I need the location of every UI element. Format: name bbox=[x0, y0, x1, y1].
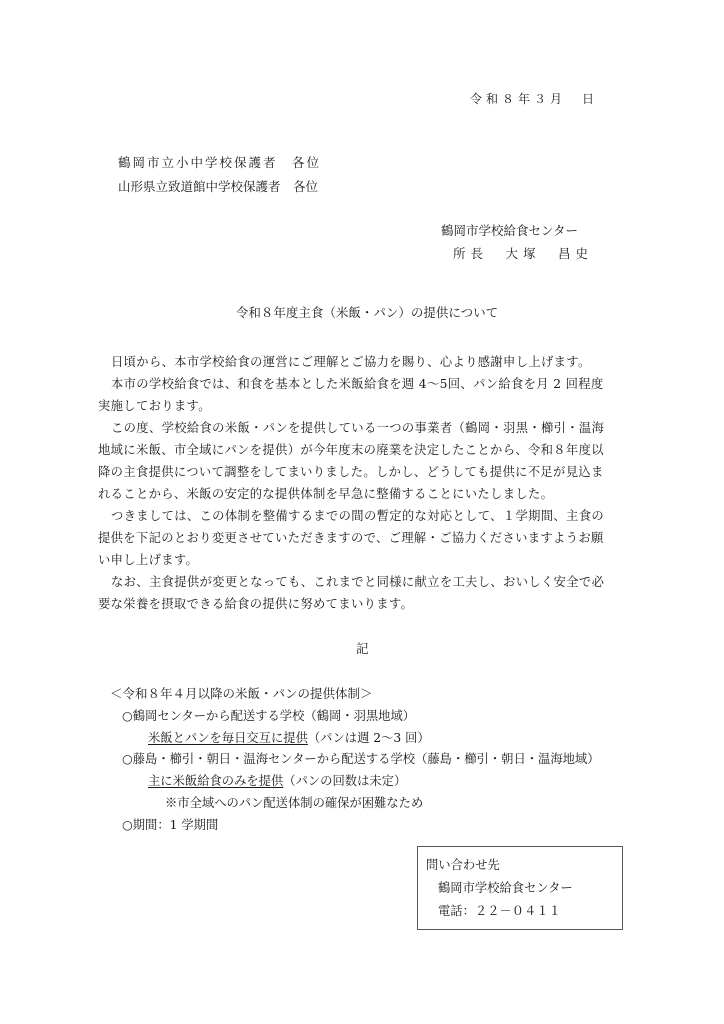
contact-phone: 電話：２２－０４１１ bbox=[438, 904, 561, 918]
body-line: 要な栄養を摂取できる給食の提供に努めてまいります。 bbox=[98, 597, 414, 611]
sender-name: 所長 大塚 昌史 bbox=[453, 246, 594, 261]
recipient-line: 山形県立致道館中学校保護者 各位 bbox=[118, 179, 319, 194]
sender-organization: 鶴岡市学校給食センター bbox=[441, 223, 579, 238]
section-heading: ＜令和８年４月以降の米飯・パンの提供体制＞ bbox=[110, 686, 373, 701]
note-text: （パンは週 2～3 回） bbox=[307, 731, 430, 745]
underlined-text: 主に米飯給食のみを提供 bbox=[148, 774, 284, 788]
body-line: い申し上げます。 bbox=[98, 553, 199, 567]
list-item-detail bbox=[148, 728, 430, 746]
contact-box bbox=[417, 846, 623, 930]
body-line: れることから、米飯の安定的な提供体制を早急に整備することにいたしました。 bbox=[98, 487, 554, 501]
list-item: ○藤島・櫛引・朝日・温海センターから配送する学校（藤島・櫛引・朝日・温海地域） bbox=[122, 752, 600, 766]
body-line: 本市の学校給食では、和食を基本とした米飯給食を週 4～5回、パン給食を月 2 回程度 bbox=[111, 377, 604, 391]
period-item: ○期間：1 学期間 bbox=[122, 818, 219, 832]
document-date: 令和８年３月 日 bbox=[470, 92, 599, 106]
body-line: 日頃から、本市学校給食の運営にご理解とご協力を賜り、心より感謝申し上げます。 bbox=[111, 355, 591, 369]
body-line: この度、学校給食の米飯・パンを提供している一つの事業者（鶴岡・羽黒・櫛引・温海 bbox=[111, 421, 605, 435]
note-text: （パンの回数は未定） bbox=[283, 774, 407, 788]
body-line: 提供を下記のとおり変更させていただきますので、ご理解・ご協力くださいますようお願 bbox=[98, 531, 604, 545]
body-line: なお、主食提供が変更となっても、これまでと同様に献立を工夫し、おいしく安全で必 bbox=[111, 575, 605, 589]
list-item-detail bbox=[148, 771, 406, 789]
body-line: 実施しております。 bbox=[98, 399, 211, 413]
body-line: 地域に米飯、市全域にパンを提供）が今年度末の廃業を決定したことから、令和８年度以 bbox=[98, 443, 604, 457]
ki-heading: 記 bbox=[356, 641, 369, 656]
list-item: ○鶴岡センターから配送する学校（鶴岡・羽黒地域） bbox=[122, 709, 416, 723]
underlined-text: 米飯とパンを毎日交互に提供 bbox=[148, 731, 308, 745]
contact-heading: 問い合わせ先 bbox=[426, 858, 500, 872]
recipient-line: 鶴岡市立小中学校保護者 各位 bbox=[118, 155, 322, 170]
body-line: つきましては、この体制を整備するまでの間の暫定的な対応として、１学期間、主食の bbox=[111, 509, 604, 523]
contact-organization: 鶴岡市学校給食センター bbox=[438, 881, 573, 895]
reason-note: ※市全域へのパン配送体制の確保が困難なため bbox=[165, 796, 424, 810]
body-line: 降の主食提供について調整をしてまいりました。しかし、どうしても提供に不足が見込ま bbox=[98, 465, 604, 479]
document-title: 令和８年度主食（米飯・パン）の提供について bbox=[235, 305, 499, 320]
